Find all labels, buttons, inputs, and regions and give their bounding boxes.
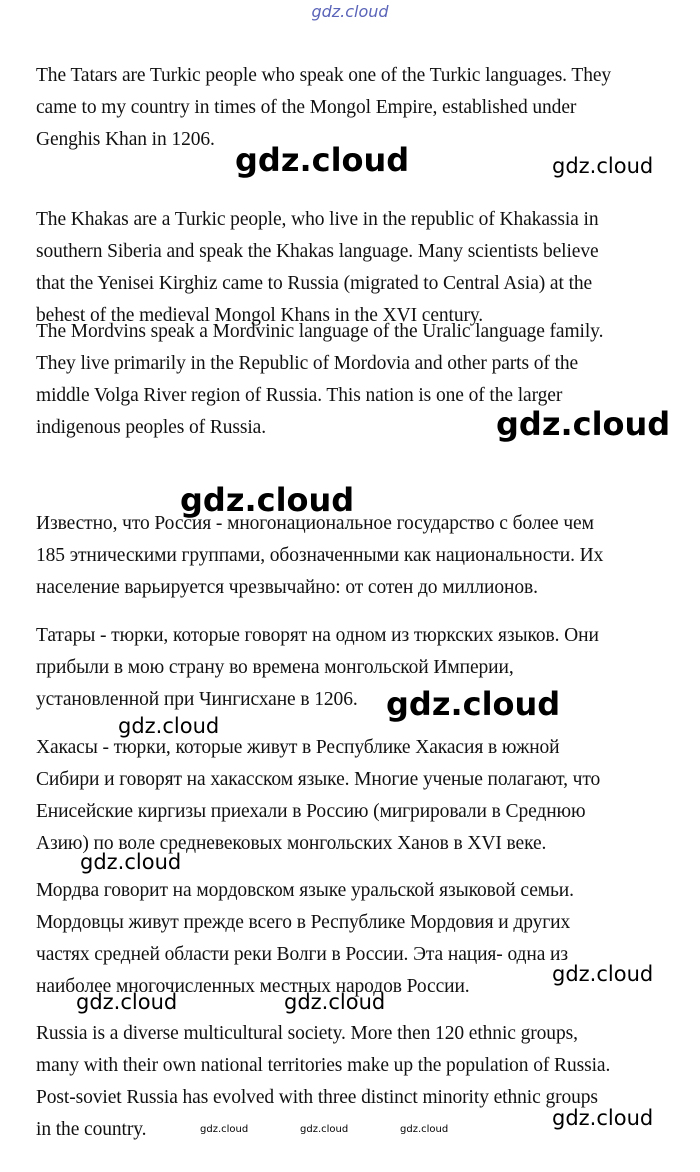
watermark-13: gdz.cloud <box>300 1124 349 1135</box>
watermark-2: gdz.cloud <box>552 154 654 178</box>
watermark-10: gdz.cloud <box>284 990 386 1014</box>
paragraph-russia-en: Russia is a diverse multicultural society. More then 120 ethnic groups, many with their own national territories make up the population of Russia. Post-soviet Russia has evolved with three distinct minority ethnic groups in the country. <box>36 1023 611 1140</box>
watermark-8: gdz.cloud <box>552 962 654 986</box>
watermark-9: gdz.cloud <box>76 990 178 1014</box>
watermark-4: gdz.cloud <box>180 481 355 519</box>
watermark-6: gdz.cloud <box>118 714 220 738</box>
watermark-1: gdz.cloud <box>235 141 410 179</box>
watermark-12: gdz.cloud <box>200 1124 249 1135</box>
watermark-11: gdz.cloud <box>552 1106 654 1130</box>
paragraph-mordvins-en: The Mordvins speak a Mordvinic language of the Uralic language family. They live primarily in the Republic of Mordovia and other parts of the middle Volga River region of Russia. This nation is one of the larger indigenous peoples of Russia. <box>36 321 604 438</box>
paragraph-tatars-en: The Tatars are Turkic people who speak one of the Turkic languages. They came to my country in times of the Mongol Empire, established under Genghis Khan in 1206. <box>36 65 612 150</box>
watermark-7: gdz.cloud <box>80 850 182 874</box>
watermark-5: gdz.cloud <box>386 685 561 723</box>
paragraph-intro-ru: Известно, что Россия - многонациональное государство с более чем 185 этническими группами, обозначенными как национальности. Их население варьируется чрезвычайно: от сотен до миллионов. <box>36 513 604 598</box>
paragraph-tatars-ru: Татары - тюрки, которые говорят на одном из тюркских языков. Они прибыли в мою страну во времена монгольской Империи, установленной при Чингисхане в 1206. <box>36 625 599 710</box>
paragraph-khakas-ru: Хакасы - тюрки, которые живут в Республике Хакасия в южной Сибири и говорят на хакасском языке. Многие ученые полагают, что Енисейские киргизы приехали в Россию (мигрировали в Среднюю Азию) по воле средневековых монгольских Ханов в XVI веке. <box>36 737 601 854</box>
paragraph-mordvins-ru: Мордва говорит на мордовском языке уральской языковой семьи. Мордовцы живут прежде всего в Республике Мордовия и других частях средней области реки Волги в России. Эта нация- одна из наиболее многочисленных местных народов России. <box>36 880 574 997</box>
paragraph-khakas-en: The Khakas are a Turkic people, who live in the republic of Khakassia in southern Siberia and speak the Khakas language. Many scientists believe that the Yenisei Kirghiz came to Russia (migrated to Central Asia) at the behest of the medieval Mongol Khans in the XVI century. <box>36 209 599 326</box>
watermark-top: gdz.cloud <box>311 2 389 21</box>
watermark-3: gdz.cloud <box>496 405 671 443</box>
watermark-14: gdz.cloud <box>400 1124 449 1135</box>
